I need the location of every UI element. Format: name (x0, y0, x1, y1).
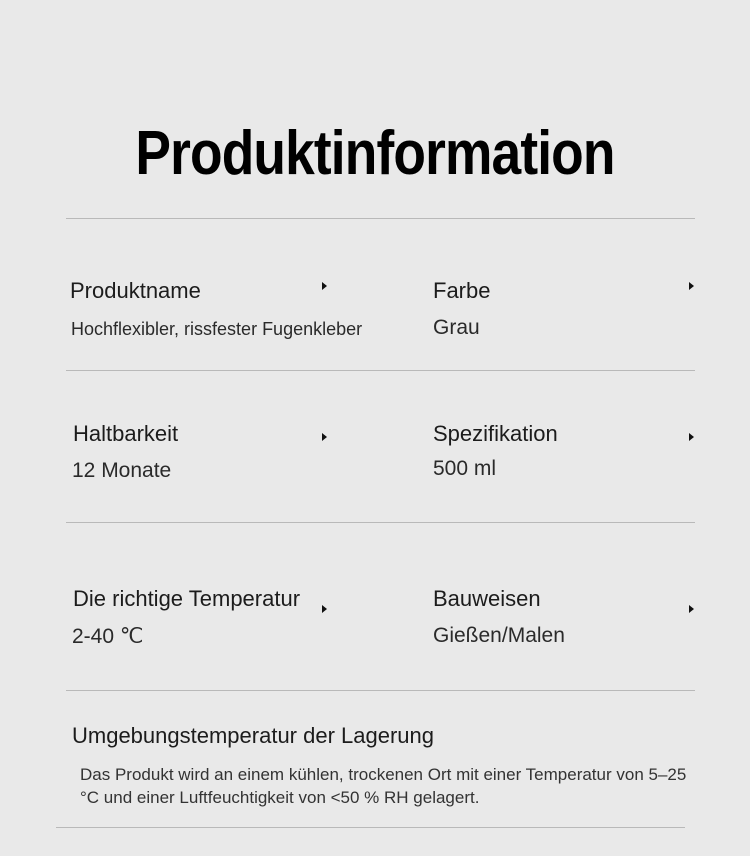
chevron-right-icon (322, 605, 327, 613)
divider (66, 370, 695, 371)
field-value-specification: 500 ml (433, 457, 497, 480)
field-value-color: Grau (433, 316, 480, 339)
chevron-right-icon (689, 433, 694, 441)
divider (66, 690, 695, 691)
chevron-right-icon (689, 282, 694, 290)
field-value-product-name: Hochflexibler, rissfester Fugenkleber (71, 319, 363, 339)
storage-description: Das Produkt wird an einem kühlen, trockenen Ort mit einer Temperatur von 5–25 °C und einer Luftfeuchtigkeit von <50 % RH gelagert. (80, 765, 687, 807)
field-label-temperature: Die richtige Temperatur (73, 586, 301, 611)
divider (56, 827, 685, 828)
field-label-color: Farbe (433, 278, 491, 303)
field-label-product-name: Produktname (70, 278, 201, 303)
field-label-specification: Spezifikation (433, 421, 558, 446)
field-value-construction-method: Gießen/Malen (433, 624, 565, 647)
divider (66, 522, 695, 523)
field-label-shelf-life: Haltbarkeit (73, 421, 179, 446)
chevron-right-icon (689, 605, 694, 613)
storage-heading: Umgebungstemperatur der Lagerung (72, 723, 435, 748)
field-value-temperature: 2-40 ℃ (72, 625, 144, 648)
field-value-shelf-life: 12 Monate (72, 459, 172, 482)
divider (66, 218, 695, 219)
page-title: Produktinformation (135, 119, 615, 188)
chevron-right-icon (322, 433, 327, 441)
chevron-right-icon (322, 282, 327, 290)
field-label-construction-method: Bauweisen (433, 586, 541, 611)
